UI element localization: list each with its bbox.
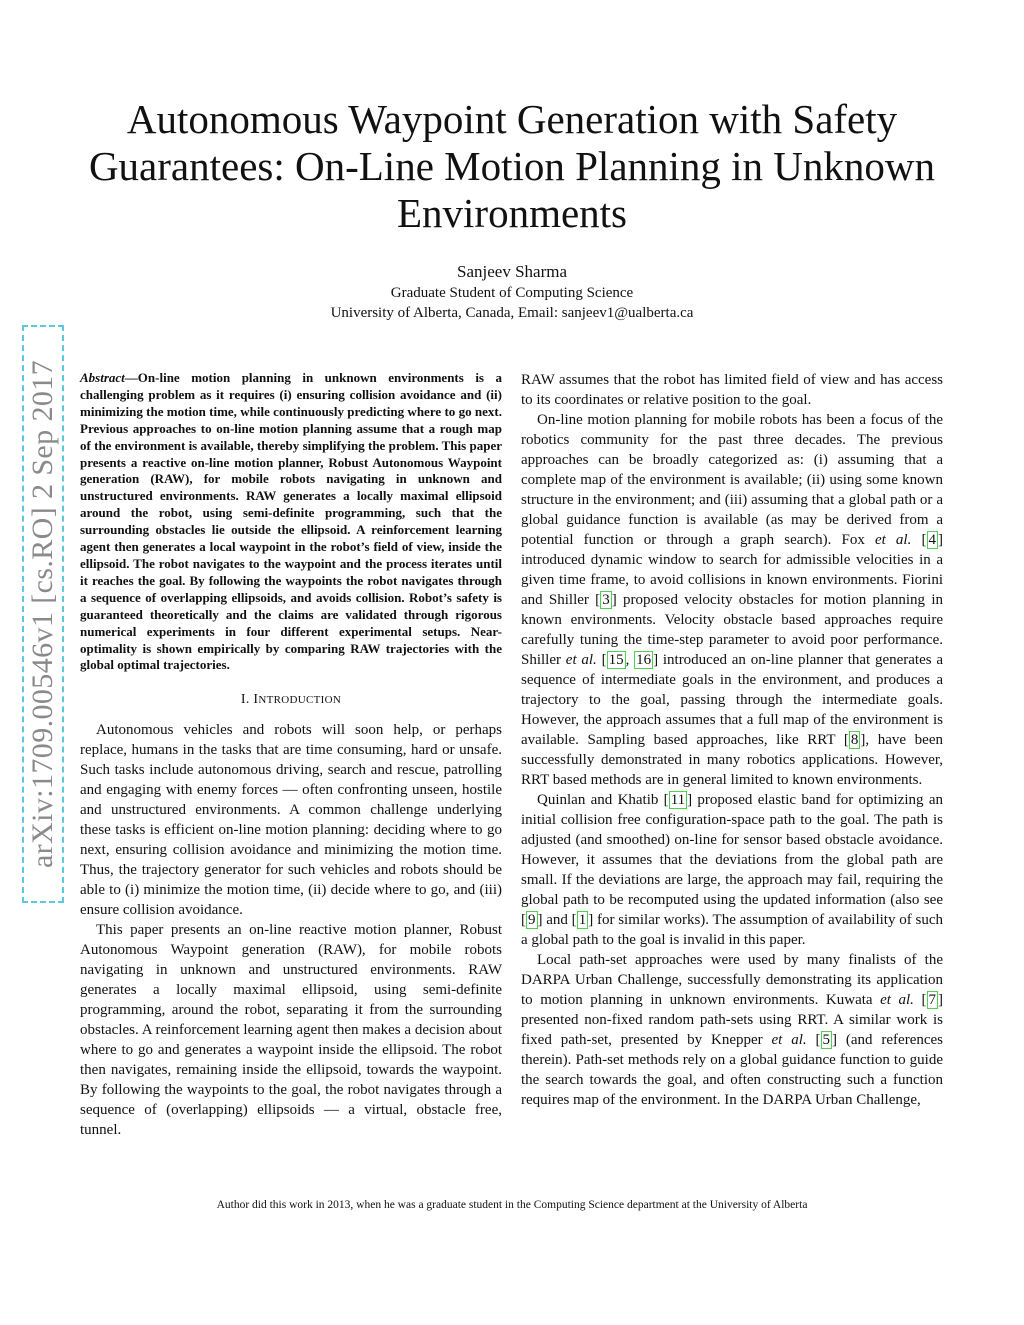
right-paragraph-3: Quinlan and Khatib [ 11 ] proposed elastic band for optimizing an initial collision free configuration-space path to the goal. The path is adjusted (and smoothed) on-line for sensor based obstacle avoidance. However, it assumes that the deviations from the global path are small. If the deviations are large, the approach may fail, requiring the global path to be recomputed using the updated information (also see [ 9 ] and [ 1 ] for similar works). The assumption of availability of such a global path to the goal is invalid in this paper. [521,792,943,948]
abstract [80,370,502,674]
author-name: Sanjeev Sharma [457,262,567,281]
arxiv-identifier: arXiv:1709.00546v1 [cs.RO] 2 Sep 2017 [26,359,59,869]
left-column [80,370,502,1140]
intro-paragraph-2: This paper presents an on-line reactive motion planner, Robust Autonomous Waypoint generation (RAW), for mobile robots navigating in unknown and unstructured environments. RAW generates a locally maximal ellipsoid, using semi-definite programming, around the robot, separating it from the surrounding obstacles. A reinforcement learning agent then makes a decision about where to go and generates a waypoint inside the ellipsoid. The robot then navigates, remaining inside the ellipsoid, towards the waypoint. By following the waypoints to the goal, the robot navigates through a sequence of (overlapping) ellipsoids — a virtual, obstacle free, tunnel. [80,922,502,1139]
citation-link[interactable]: 3 [602,592,610,608]
citation-link[interactable]: 5 [822,1032,831,1048]
right-paragraph-4: Local path-set approaches were used by many finalists of the DARPA Urban Challenge, successfully demonstrating its application to motion planning in unknown environments. Kuwata et al. [ 7 ] presented non-fixed random path-sets using RRT. A similar work is fixed path-set, presented by Knepper et al. [ 5 ] (and references therein). Path-set methods rely on a global guidance function to guide the search towards the goal, and often constructing such a function requires map of the environment. In the DARPA Urban Challenge, [521,952,944,1108]
intro-paragraph-1: Autonomous vehicles and robots will soon help, or perhaps replace, humans in the tasks that are time consuming, hard or unsafe. Such tasks include autonomous driving, search and rescue, patrolling and engaging with enemy forces — often confronting unseen, hostile and unstructured environments. A common challenge underlying these tasks is efficient on-line motion planning: deciding where to go next, ensuring collision avoidance and minimizing the motion time. Thus, the trajectory generator for such vehicles and robots should be able to (i) minimize the motion time, (ii) decide where to go, and (iii) ensure collision avoidance. [80,722,502,919]
abstract-label: Abstract [80,370,125,385]
citation-link[interactable]: 16 [636,652,652,668]
citation-link[interactable]: 15 [608,652,624,668]
citation-link[interactable]: 1 [578,912,587,928]
citation-link[interactable]: 7 [928,992,936,1008]
author-affiliation: Graduate Student of Computing Science [390,285,634,301]
right-paragraph-1: RAW assumes that the robot has limited field of view and has access to its coordinates or relative position to the goal. [521,372,943,408]
section-heading-introduction: I. INTRODUCTION [240,692,342,708]
abstract-text: —On-line motion planning in unknown environments is a challenging problem as it requires (i) ensuring collision avoidance and (ii) minimizing the motion time, while continuously predicting where to go next. Previous approaches to on-line motion planning assume that a rough map of the environment is available, thereby simplifying the problem. This paper presents a reactive on-line motion planner, Robust Autonomous Waypoint generation (RAW), for mobile robots navigating in unknown and unstructured environments. RAW generates a locally maximal ellipsoid around the robot, using semi-definite programming, such that the surrounding obstacles lie outside the ellipsoid. A reinforcement learning agent then generates a local waypoint in the robot’s field of view, inside the ellipsoid. The robot navigates to the waypoint and the process iterates until it reaches the goal. By following the waypoints the robot navigates through a sequence of overlapping ellipsoids, and avoids collision. Robot’s safety is guaranteed theoretically and the claims are validated through rigorous numerical experiments in four different experimental setups. Near-optimality is shown empirically by comparing RAW trajectories with the global optimal trajectories. [80,370,502,673]
author-email-line: University of Alberta, Canada, Email: sanjeev1@ualberta.ca [330,305,694,321]
citation-link[interactable]: 4 [928,532,936,548]
footnote: Author did this work in 2013, when he was a graduate student in the Computing Science department at the University of Alberta [216,1199,808,1211]
right-column [521,370,943,1110]
arxiv-stamp [22,325,64,903]
right-paragraph-2: On-line motion planning for mobile robots has been a focus of the robotics community for the past three decades. The previous approaches can be broadly categorized as: (i) assuming that a complete map of the environment is available; (ii) using some known structure in the environment; and (iii) assuming that a global path or a global guidance function is available (as may be derived from a potential function or through a graph search). Fox et al. [ 4 ] introduced dynamic window to search for admissible velocities in a given time frame, to avoid collisions in known environments. Fiorini and Shiller [ 3 ] proposed velocity obstacles for motion planning in known environments. Velocity obstacle based approaches require carefully tuning the time-step parameter to avoid poor performance. Shiller et al. [ 15 , 16 ] introduced an on-line planner that generates a sequence of intermediate goals in the environment, and produces a trajectory to the goal, passing through the intermediate goals. However, the approach assumes that a full map of the environment is available. Sampling based approaches, like RRT [ 8 ], have been successfully demonstrated in many robotics applications. However, RRT based methods are in general limited to known environments. [521,412,944,788]
citation-link[interactable]: 9 [528,912,536,928]
paper-title: Autonomous Waypoint Generation with Safety Guarantees: On-Line Motion Planning in Unknown Environments [88,96,936,236]
citation-link[interactable]: 11 [670,792,686,808]
citation-link[interactable]: 8 [850,732,859,748]
